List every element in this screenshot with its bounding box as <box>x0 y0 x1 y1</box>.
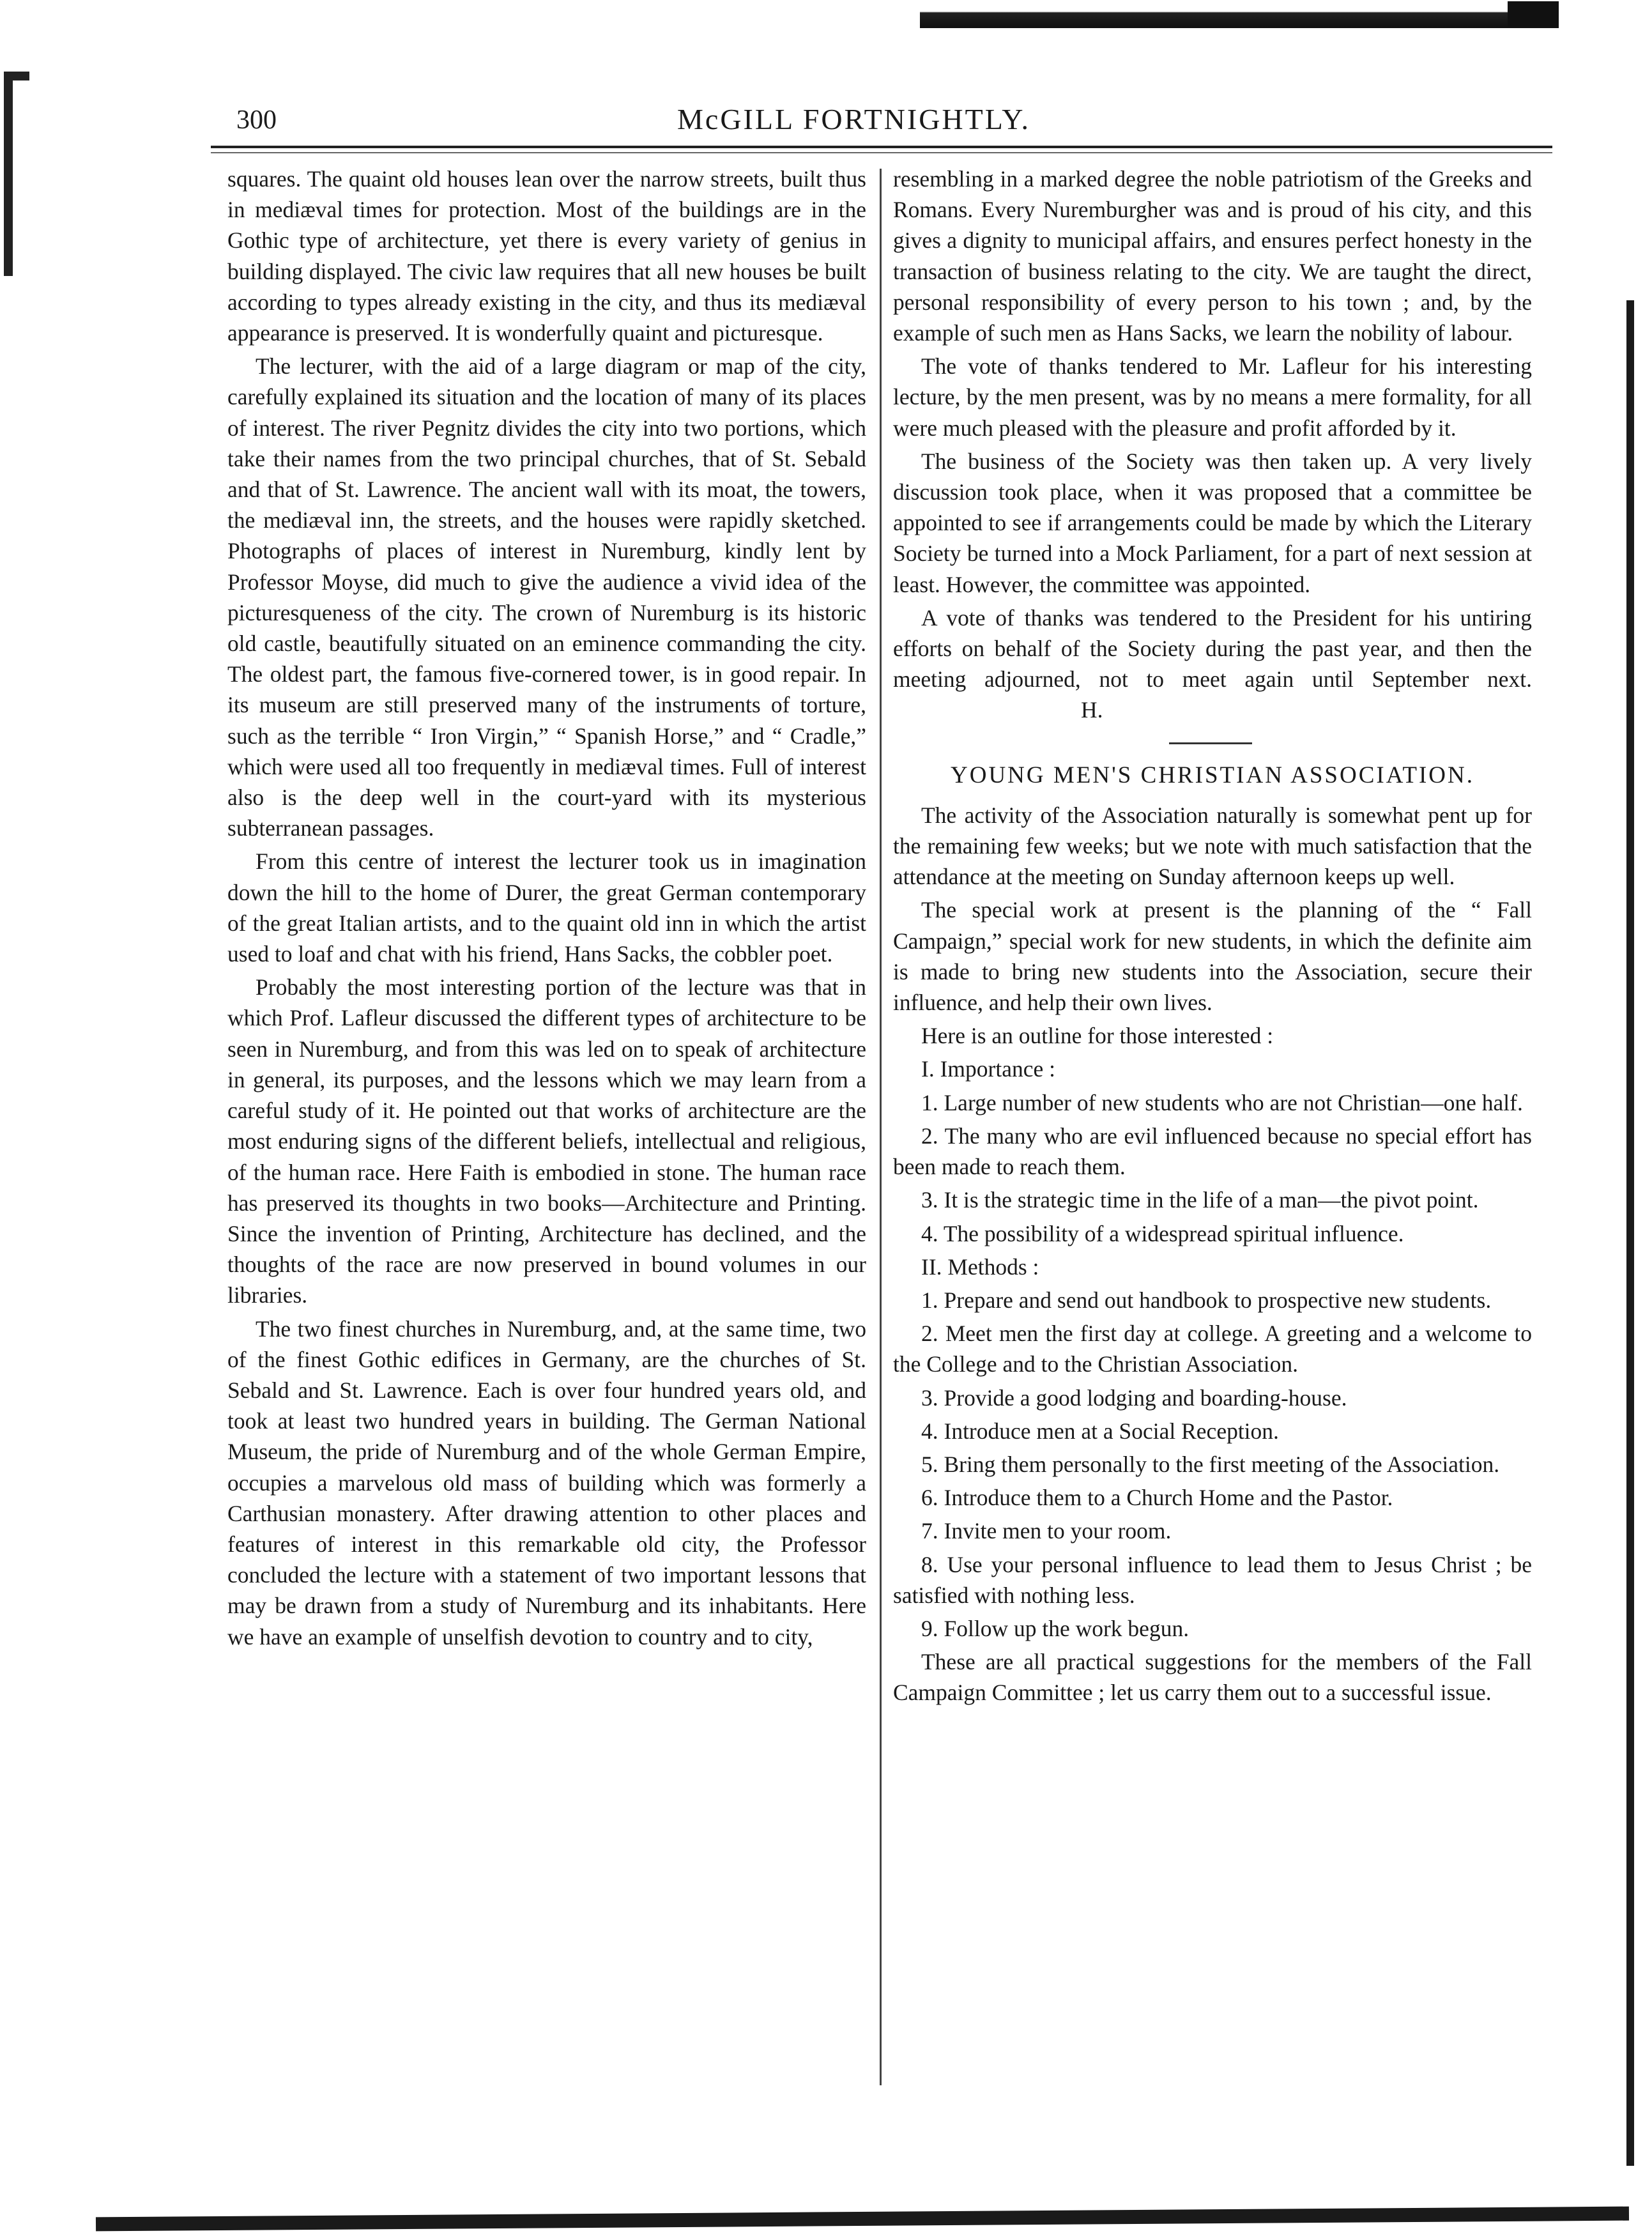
scan-border-bottom <box>96 2207 1629 2232</box>
scan-border-top <box>920 0 1559 28</box>
running-title: McGILL FORTNIGHTLY. <box>677 103 1031 135</box>
list-item: 4. The possibility of a widespread spiritual influence. <box>921 1220 1404 1246</box>
list-item: 7. Invite men to your room. <box>921 1518 1172 1544</box>
list-item: 5. Bring them personally to the first meeting of the Association. <box>921 1451 1500 1477</box>
scan-border-left <box>4 72 13 276</box>
list-item: 1. Large number of new students who are not Christian—one half. <box>921 1089 1523 1115</box>
list-item: 1. Prepare and send out handbook to prospective new students. <box>921 1287 1492 1313</box>
list-item: 2. Meet men the first day at college. A greeting and a welcome to the College and to the Christian Association. <box>893 1321 1532 1377</box>
paragraph: resembling in a marked degree the noble patriotism of the Greeks and Romans. Every Nuremburgher was and is proud of his city, and this gives a dignity to municipal affairs, and ensures perfect honesty in the transaction of business relating to the city. We are taught the direct, personal responsibility of every person to his town ; and, by the example of such men as Hans Sacks, we learn the nobility of labour. <box>893 166 1532 346</box>
column-divider <box>880 169 882 2085</box>
signature: H. <box>1081 697 1103 723</box>
outline-heading: II. Methods : <box>921 1253 1039 1280</box>
paragraph: The vote of thanks tendered to Mr. Lafleur for his interesting lecture, by the men present, was by no means a mere formality, for all were much pleased with the pleasure and profit afforded by it. <box>893 353 1532 441</box>
paragraph: Probably the most interesting portion of the lecture was that in which Prof. Lafleur discussed the different types of architecture to be seen in Nuremburg, and from this was led on to speak of architecture in general, its purposes, and the lessons which we may learn from a careful study of it. He pointed out that works of architecture are the most enduring signs of the different beliefs, intellectual and religious, of the human race. Here Faith is embodied in stone. The human race has preserved its thoughts in two books—Architecture and Printing. Since the invention of Printing, Architecture has declined, and the thoughts of the race are now preserved in bound volumes in our libraries. <box>227 974 866 1308</box>
section-heading: YOUNG MEN'S CHRISTIAN ASSOCIATION. <box>951 762 1474 788</box>
section-divider <box>893 728 1532 755</box>
outline-heading: I. Importance : <box>921 1056 1055 1082</box>
paragraph: The two finest churches in Nuremburg, and, at the same time, two of the finest Gothic edifices in Germany, are the churches of St. Sebald and St. Lawrence. Each is over four hundred years old, and took at least two hundred years in building. The German National Museum, the pride of Nuremburg and of the whole German Empire, occupies a marvelous old mass of building which was formerly a Carthusian monastery. After drawing attention to other places and features of interest in this remarkable old city, the Professor concluded the lecture with a statement of two important lessons that may be drawn from a study of Nuremburg and its inhabitants. Here we have an example of unselfish devotion to country and to city, <box>227 1315 866 1650</box>
paragraph: The business of the Society was then taken up. A very lively discussion took place, when it was proposed that a committee be appointed to see if arrangements could be made by which the Literary Society be turned into a Mock Parliament, for a part of next session at least. However, the committee was appointed. <box>893 448 1532 597</box>
page-number: 300 <box>236 105 277 135</box>
paragraph: The activity of the Association naturally is somewhat pent up for the remaining few weeks; but we note with much satisfaction that the attendance at the meeting on Sunday afternoon keeps up well. <box>893 802 1532 890</box>
paragraph-text: A vote of thanks was tendered to the President for his untiring efforts on behalf of the Society during the past year, and then the meeting adjourned, not to meet again until September next. <box>893 604 1532 693</box>
list-item: 2. The many who are evil influenced because no special effort has been made to reach them. <box>893 1123 1532 1180</box>
list-item: 9. Follow up the work begun. <box>921 1615 1189 1641</box>
paragraph: squares. The quaint old houses lean over the narrow streets, built thus in mediæval times for protection. Most of the buildings are in the Gothic type of architecture, yet there is every variety of genius in building displayed. The civic law requires that all new houses be built according to types already existing in the city, and thus its mediæval appearance is preserved. It is wonderfully quaint and picturesque. <box>227 166 866 346</box>
page-header <box>211 101 1552 152</box>
header-rule <box>211 146 1552 148</box>
paragraph: The special work at present is the planning of the “ Fall Campaign,” special work for new students, in which the definite aim is made to bring new students into the Association, secure their influence, and help their own lives. <box>893 897 1532 1016</box>
header-rule-thin <box>211 152 1552 153</box>
list-item: 8. Use your personal influence to lead them to Jesus Christ ; be satisfied with nothing less. <box>893 1551 1532 1608</box>
scan-border-right <box>1626 300 1634 2166</box>
list-item: 3. It is the strategic time in the life of a man—the pivot point. <box>921 1187 1479 1213</box>
paragraph: These are all practical suggestions for the members of the Fall Campaign Committee ; let us carry them out to a successful issue. <box>893 1649 1532 1706</box>
paragraph: Here is an outline for those interested : <box>921 1023 1274 1049</box>
list-item: 6. Introduce them to a Church Home and the Pastor. <box>921 1485 1393 1511</box>
closing-paragraph-with-signature <box>893 602 1532 726</box>
right-column <box>893 164 1532 1711</box>
paragraph: The lecturer, with the aid of a large diagram or map of the city, carefully explained its situation and the location of many of its places of interest. The river Pegnitz divides the city into two portions, which take their names from the two principal churches, that of St. Sebald and that of St. Lawrence. The ancient wall with its moat, the towers, the mediæval inn, the streets, and the houses were rapidly sketched. Photographs of places of interest in Nuremburg, kindly lent by Professor Moyse, did much to give the audience a vivid idea of the picturesqueness of the city. The crown of Nuremburg is its historic old castle, beautifully situated on an eminence commanding the city. The oldest part, the famous five-cornered tower, is in good repair. In its museum are still preserved many of the instruments of torture, such as the terrible “ Iron Virgin,” “ Spanish Horse,” and “ Cradle,” which were used all too frequently in mediæval times. Full of interest also is the deep well in the court-yard with its mysterious subterranean passages. <box>227 353 866 841</box>
left-column <box>227 164 866 1655</box>
paragraph: From this centre of interest the lecturer took us in imagination down the hill to the home of Durer, the great German contemporary of the great Italian artists, and to the quaint old inn in which the artist used to loaf and chat with his friend, Hans Sacks, the cobbler poet. <box>227 848 866 967</box>
list-item: 4. Introduce men at a Social Reception. <box>921 1418 1279 1444</box>
list-item: 3. Provide a good lodging and boarding-house. <box>921 1384 1347 1411</box>
